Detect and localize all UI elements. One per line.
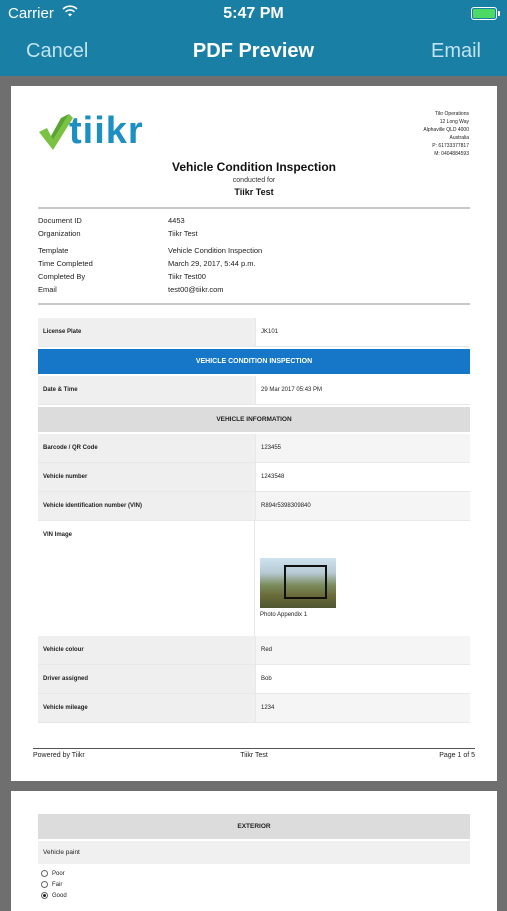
email-button[interactable]: Email bbox=[430, 40, 481, 62]
tiikr-logo bbox=[39, 112, 169, 156]
footer-page-number: Page 1 of 5 bbox=[439, 752, 475, 759]
document-metadata bbox=[38, 216, 470, 298]
checkmark-logo-icon bbox=[39, 114, 73, 150]
meta-value: Tiikr Test bbox=[168, 229, 198, 238]
table-row bbox=[38, 434, 470, 463]
clock: 5:47 PM bbox=[223, 5, 284, 22]
footer-powered-by: Powered by Tiikr bbox=[33, 752, 85, 759]
cancel-button[interactable]: Cancel bbox=[26, 40, 89, 62]
row-value: 123455 bbox=[255, 434, 470, 462]
table-row bbox=[38, 376, 470, 405]
option-label: Poor bbox=[52, 870, 65, 877]
question-label: Vehicle paint bbox=[38, 841, 470, 864]
organization-name: Tiikr Test bbox=[234, 187, 274, 197]
photo-annotation-frame bbox=[284, 565, 327, 599]
row-label: Vehicle identification number (VIN) bbox=[38, 492, 255, 520]
table-row bbox=[38, 665, 470, 694]
row-label: Driver assigned bbox=[38, 665, 255, 693]
logo-wordmark: tiikr bbox=[69, 110, 144, 152]
pdf-page-1[interactable] bbox=[11, 86, 497, 781]
row-value: Red bbox=[255, 636, 470, 664]
battery-icon bbox=[471, 7, 497, 20]
radio-option-good[interactable] bbox=[41, 890, 67, 901]
pdf-page-2[interactable] bbox=[11, 791, 497, 911]
status-bar bbox=[0, 0, 507, 28]
company-address bbox=[423, 110, 469, 158]
meta-value: 4453 bbox=[168, 216, 185, 225]
table-row bbox=[38, 636, 470, 665]
radio-icon bbox=[41, 870, 48, 877]
radio-option-poor[interactable] bbox=[41, 868, 67, 879]
page-footer bbox=[33, 748, 475, 759]
row-label: Vehicle mileage bbox=[38, 694, 255, 722]
meta-label: Email bbox=[38, 285, 57, 294]
meta-value: Vehicle Condition Inspection bbox=[168, 246, 263, 255]
company-address-line2: Alphaville QLD 4000 bbox=[423, 127, 469, 133]
section-header: EXTERIOR bbox=[38, 814, 470, 839]
radio-option-fair[interactable] bbox=[41, 879, 67, 890]
vehicle-info-table bbox=[38, 636, 470, 723]
row-value: 29 Mar 2017 05:43 PM bbox=[255, 376, 470, 404]
row-value: Bob bbox=[255, 665, 470, 693]
paint-condition-options bbox=[41, 868, 67, 901]
meta-value: Tiikr Test00 bbox=[168, 272, 206, 281]
row-value: 1243548 bbox=[255, 463, 470, 491]
row-label: Barcode / QR Code bbox=[38, 434, 255, 462]
radio-icon bbox=[41, 881, 48, 888]
row-label: Vehicle colour bbox=[38, 636, 255, 664]
divider bbox=[38, 303, 470, 305]
document-title: Vehicle Condition Inspection bbox=[171, 160, 336, 174]
vehicle-info-table bbox=[38, 434, 470, 521]
divider bbox=[38, 207, 470, 209]
option-label: Good bbox=[52, 892, 67, 899]
vin-photo-thumbnail[interactable] bbox=[260, 558, 336, 608]
company-country: Australia bbox=[449, 135, 469, 141]
company-address-line1: 12 Long Way bbox=[439, 119, 469, 125]
meta-label: Organization bbox=[38, 229, 81, 238]
meta-label: Document ID bbox=[38, 216, 82, 225]
inspection-table bbox=[38, 376, 470, 405]
vin-image-row bbox=[38, 521, 470, 636]
row-label: License Plate bbox=[38, 318, 255, 346]
row-label: VIN Image bbox=[38, 521, 255, 636]
company-name: Tikr Operations bbox=[435, 111, 469, 117]
company-mobile: M: 0404884593 bbox=[434, 151, 469, 157]
row-label: Date & Time bbox=[38, 376, 255, 404]
page-title: PDF Preview bbox=[192, 40, 315, 62]
row-value: 1234 bbox=[255, 694, 470, 722]
table-row bbox=[38, 694, 470, 723]
footer-org: Tiikr Test bbox=[240, 752, 268, 759]
table-row bbox=[38, 463, 470, 492]
section-header: VEHICLE INFORMATION bbox=[38, 407, 470, 432]
meta-value: test00@tiikr.com bbox=[168, 285, 224, 294]
row-label: Vehicle number bbox=[38, 463, 255, 491]
company-phone: P: 61733377817 bbox=[432, 143, 469, 149]
section-header: VEHICLE CONDITION INSPECTION bbox=[38, 349, 470, 374]
table-row bbox=[38, 492, 470, 521]
conducted-for-label: conducted for bbox=[232, 177, 276, 184]
inspection-table bbox=[38, 318, 470, 347]
meta-value: March 29, 2017, 5:44 p.m. bbox=[168, 259, 256, 268]
meta-label: Completed By bbox=[38, 272, 86, 281]
option-label: Fair bbox=[52, 881, 63, 888]
photo-caption: Photo Appendix 1 bbox=[260, 612, 308, 618]
row-value: R894r5398309840 bbox=[255, 492, 470, 520]
navigation-bar bbox=[0, 28, 507, 76]
radio-selected-icon bbox=[41, 892, 48, 899]
row-value: JK101 bbox=[255, 318, 470, 346]
meta-label: Template bbox=[38, 246, 69, 255]
meta-label: Time Completed bbox=[38, 259, 93, 268]
carrier-label: Carrier bbox=[8, 5, 54, 22]
table-row bbox=[38, 318, 470, 347]
